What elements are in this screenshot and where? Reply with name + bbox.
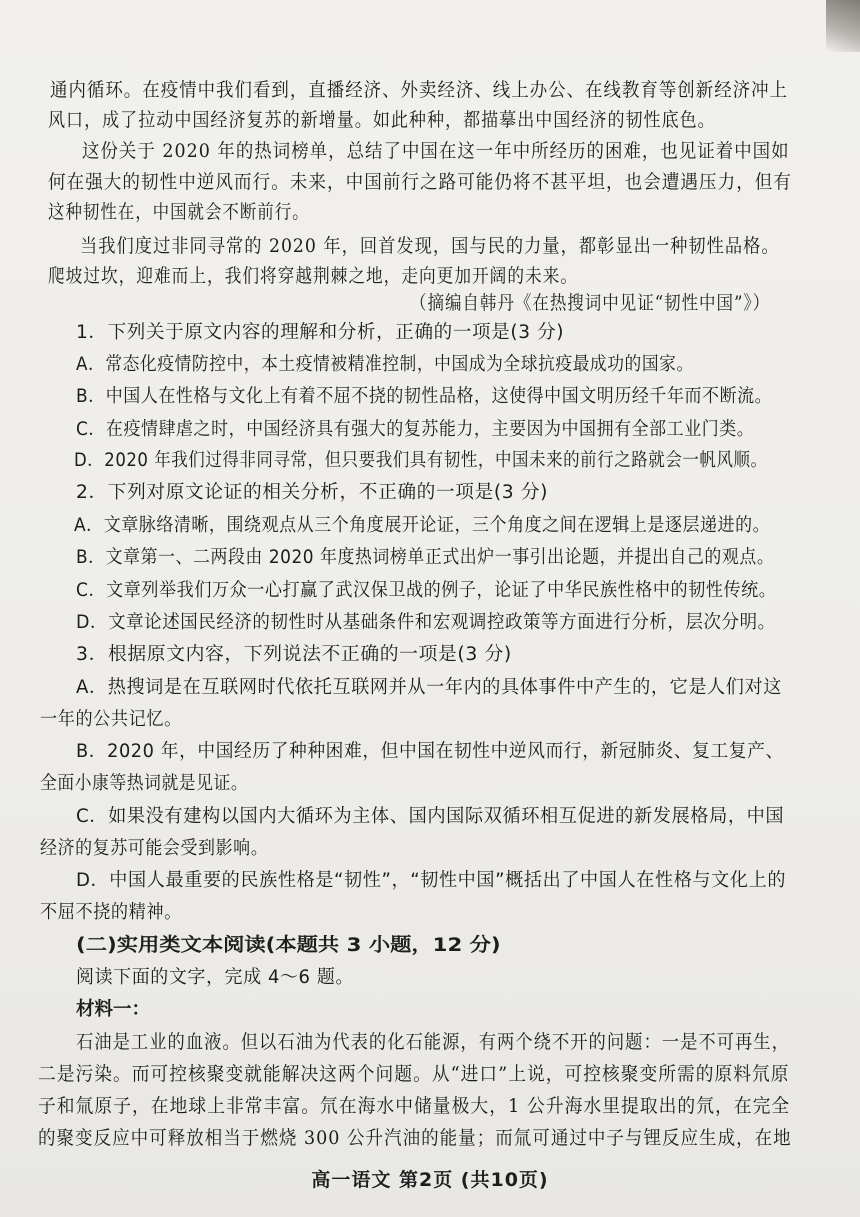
text-line: 经济的复苏可能会受到影响。	[40, 838, 269, 859]
text-line: C．如果没有建构以国内大循环为主体、国内国际双循环相互促进的新发展格局，中国	[76, 806, 785, 827]
text-line: (二)实用类文本阅读(本题共 3 小题，12 分)	[76, 935, 501, 956]
text-line: D．中国人最重要的民族性格是“韧性”，“韧性中国”概括出了中国人在性格与文化上的	[76, 870, 787, 891]
page-corner-shadow	[826, 0, 860, 52]
text-line: 阅读下面的文字，完成 4～6 题。	[76, 967, 355, 988]
text-line: 通内循环。在疫情中我们看到，直播经济、外卖经济、线上办公、在线教育等创新经济冲上	[50, 79, 789, 101]
text-line: 1．下列关于原文内容的理解和分析，正确的一项是(3 分)	[76, 322, 565, 343]
text-line: 何在强大的韧性中逆风而行。未来，中国前行之路可能仍将不甚平坦，也会遭遇压力，但有	[48, 171, 793, 193]
text-line: 3．根据原文内容，下列说法不正确的一项是(3 分)	[76, 644, 512, 665]
text-line: 子和氚原子，在地球上非常丰富。氘在海水中储量极大，1 公升海水里提取出的氘，在完全	[38, 1095, 791, 1117]
text-line: 的聚变反应中可释放相当于燃烧 300 公升汽油的能量；而氚可通过中子与锂反应生成，在地	[38, 1127, 792, 1149]
text-line: 一年的公共记忆。	[40, 709, 182, 730]
text-line: 石油是工业的血液。但以石油为代表的化石能源，有两个绕不开的问题：一是不可再生，	[76, 1031, 790, 1053]
text-line: A．文章脉络清晰，围绕观点从三个角度展开论证，三个角度之间在逻辑上是逐层递进的。	[74, 515, 771, 536]
text-line: 这份关于 2020 年的热词榜单，总结了中国在这一年中所经历的困难，也见证着中国如	[82, 140, 790, 162]
text-line: （摘编自韩丹《在热搜词中见证“韧性中国”》）	[410, 292, 771, 314]
text-line: 材料一：	[76, 999, 151, 1020]
text-line: D．文章论述国民经济的韧性时从基础条件和宏观调控政策等方面进行分析，层次分明。	[76, 612, 776, 633]
text-line: C．文章列举我们万众一心打赢了武汉保卫战的例子，论证了中华民族性格中的韧性传统。	[76, 580, 777, 601]
text-line: 全面小康等热词就是见证。	[40, 773, 249, 794]
text-line: 不屈不挠的精神。	[40, 902, 182, 923]
text-line: B．文章第一、二两段由 2020 年度热词榜单正式出炉一事引出论题，并提出自己的观点。	[76, 547, 775, 568]
text-line: 2．下列对原文论证的相关分析，不正确的一项是(3 分)	[76, 482, 549, 503]
text-line: 当我们度过非同寻常的 2020 年，回首发现，国与民的力量，都彰显出一种韧性品格。	[80, 235, 780, 257]
text-line: A．热搜词是在互联网时代依托互联网并从一年内的具体事件中产生的，它是人们对这	[76, 677, 782, 698]
text-line: D．2020 年我们过得非同寻常，但只要我们具有韧性，中国未来的前行之路就会一帆风顺。	[74, 450, 768, 471]
text-line: A．常态化疫情防控中，本土疫情被精准控制，中国成为全球抗疫最成功的国家。	[76, 354, 694, 375]
text-line: 爬坡过坎，迎难而上，我们将穿越荆棘之地，走向更加开阔的未来。	[48, 265, 579, 287]
text-line: C．在疫情肆虐之时，中国经济具有强大的复苏能力，主要因为中国拥有全部工业门类。	[76, 419, 755, 440]
text-line: 二是污染。而可控核聚变就能解决这两个问题。从“进口”上说，可控核聚变所需的原料氘原	[38, 1063, 790, 1085]
text-line: B．2020 年，中国经历了种种困难，但中国在韧性中逆风而行，新冠肺炎、复工复产、	[76, 741, 784, 762]
page-footer: 高一语文 第2页 (共10页)	[311, 1169, 549, 1191]
text-line: B．中国人在性格与文化上有着不屈不挠的韧性品格，这使得中国文明历经千年而不断流。	[76, 386, 773, 407]
text-line: 这种韧性在，中国就会不断前行。	[48, 201, 310, 223]
text-line: 风口，成了拉动中国经济复苏的新增量。如此种种，都描摹出中国经济的韧性底色。	[48, 109, 716, 131]
